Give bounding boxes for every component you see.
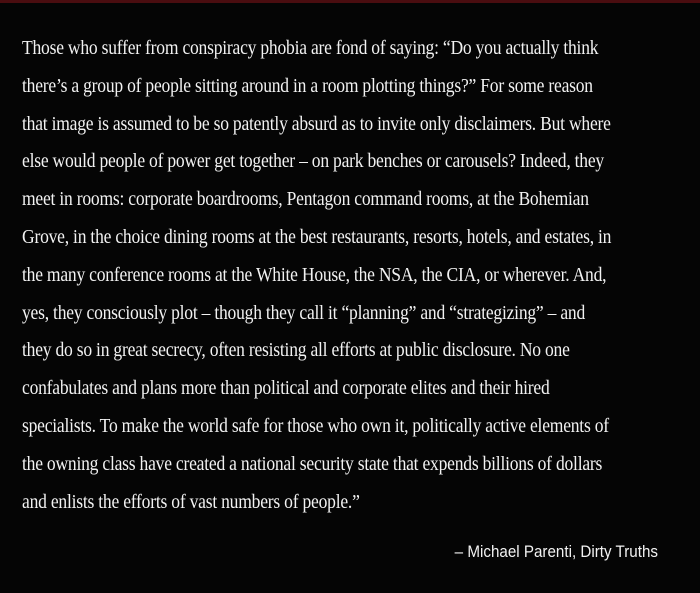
quote-line: Those who suffer from conspiracy phobia are fond of saying: “Do you actually think <box>22 38 599 59</box>
quote-line: confabulates and plans more than political and corporate elites and their hired <box>22 378 550 400</box>
quote-line: they do so in great secrecy, often resisting all efforts at public disclosure. No one <box>22 340 570 362</box>
quote-text <box>22 30 616 521</box>
quote-line: and enlists the efforts of vast numbers of people.” <box>22 491 360 513</box>
quote-attribution: – Michael Parenti, Dirty Truths <box>454 543 658 561</box>
quote-line: Grove, in the choice dining rooms at the best restaurants, resorts, hotels, and estates, in <box>22 226 612 248</box>
quote-line: that image is assumed to be so patently absurd as to invite only disclaimers. But where <box>22 113 611 135</box>
quote-line: yes, they consciously plot – though they call it “planning” and “strategizing” – and <box>22 302 586 324</box>
quote-line: specialists. To make the world safe for those who own it, politically active elements of <box>22 415 609 437</box>
quote-line: else would people of power get together – on park benches or carousels? Indeed, they <box>22 151 604 173</box>
quote-line: the many conference rooms at the White House, the NSA, the CIA, or wherever. And, <box>22 264 607 286</box>
quote-line: there’s a group of people sitting around in a room plotting things?” For some reason <box>22 75 593 97</box>
quote-line: the owning class have created a national security state that expends billions of dollars <box>22 453 603 475</box>
quote-line: meet in rooms: corporate boardrooms, Pentagon command rooms, at the Bohemian <box>22 189 589 211</box>
